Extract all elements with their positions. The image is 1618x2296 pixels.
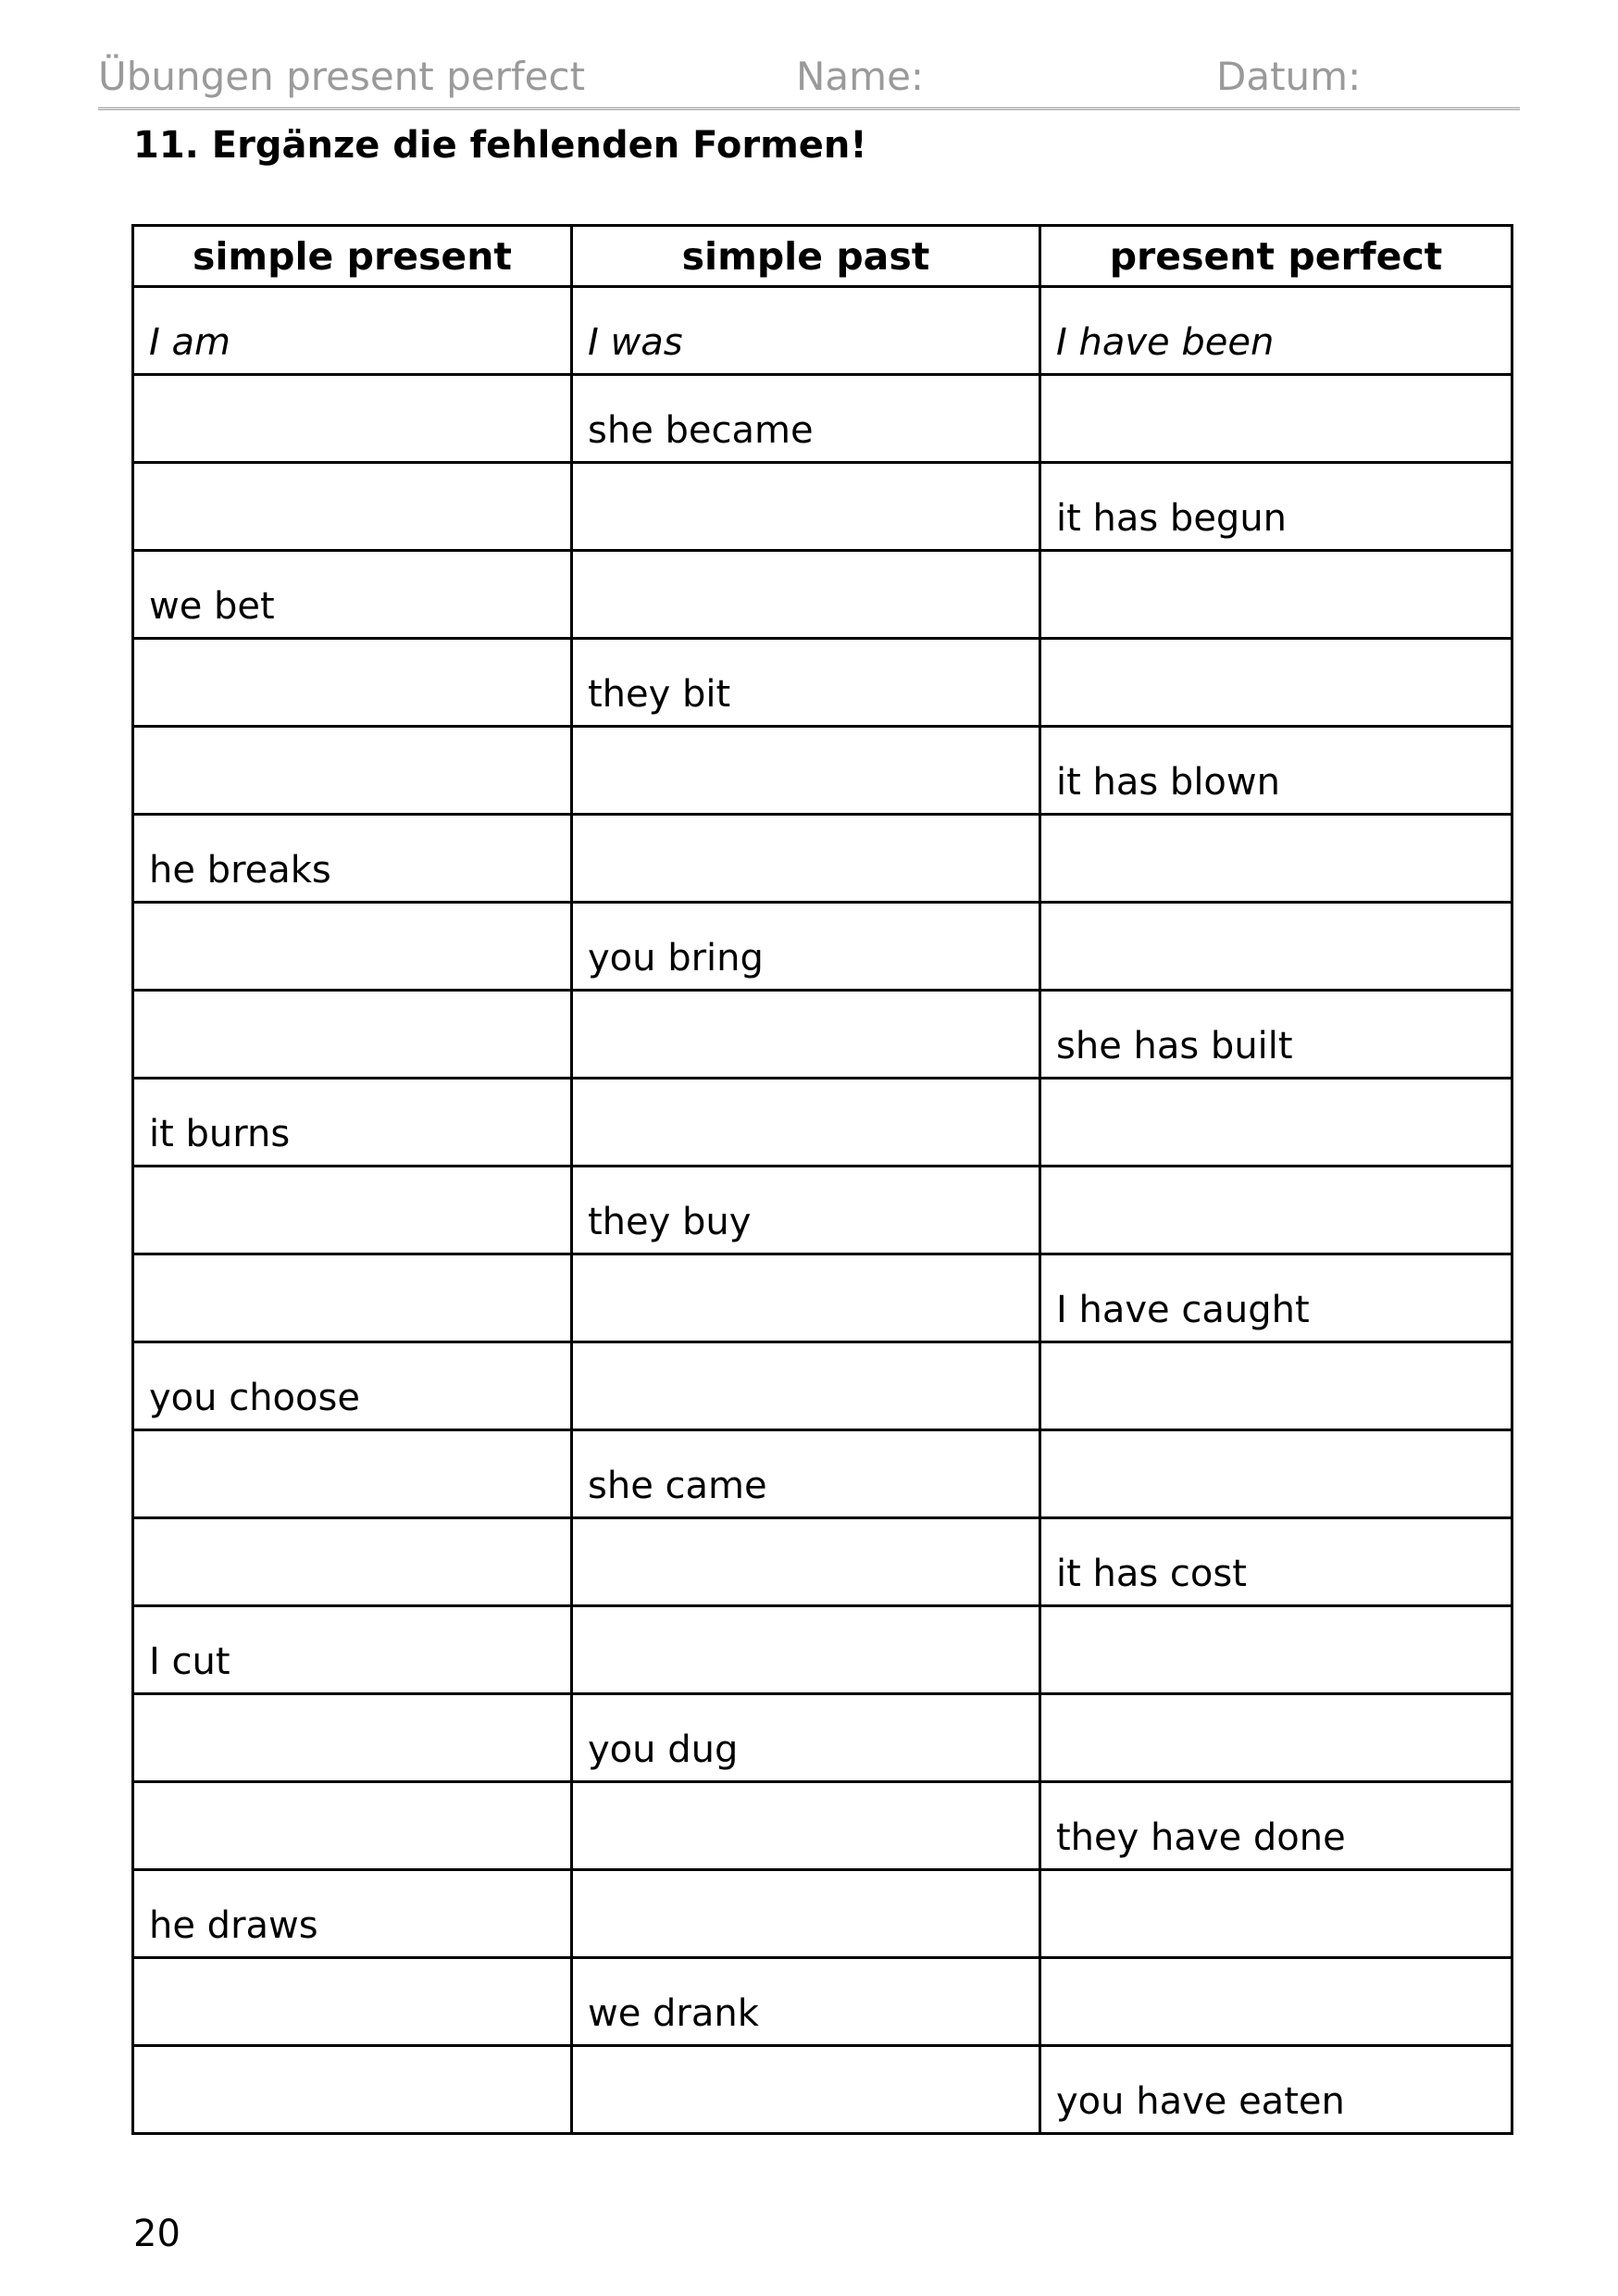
- table-row: [133, 1870, 1512, 1958]
- cell-present-perfect: [1040, 1430, 1512, 1518]
- cell-simple-past: [572, 727, 1040, 815]
- table-row: [133, 1167, 1512, 1254]
- cell-present-perfect: [1040, 1167, 1512, 1254]
- page-header: [98, 54, 1520, 110]
- table-row: [133, 727, 1512, 815]
- cell-present-perfect: [1040, 1958, 1512, 2046]
- table-row: [133, 1430, 1512, 1518]
- worksheet-title: Übungen present perfect: [98, 54, 586, 99]
- cell-simple-past: [572, 463, 1040, 551]
- table-row: [133, 1079, 1512, 1167]
- cell-simple-past: [572, 551, 1040, 639]
- cell-present-perfect: [1040, 903, 1512, 991]
- cell-simple-present: [133, 1694, 572, 1782]
- cell-present-perfect: [1040, 1694, 1512, 1782]
- exercise-title: 11. Ergänze die fehlenden Formen!: [133, 124, 867, 167]
- cell-present-perfect: it has cost: [1040, 1518, 1512, 1606]
- cell-present-perfect: [1040, 1870, 1512, 1958]
- cell-simple-present: [133, 1958, 572, 2046]
- cell-simple-present: [133, 375, 572, 463]
- table-row: [133, 1342, 1512, 1430]
- cell-present-perfect: [1040, 375, 1512, 463]
- cell-present-perfect: [1040, 639, 1512, 727]
- table-row: [133, 1782, 1512, 1870]
- table-header-row: [133, 226, 1512, 287]
- table-row: [133, 1694, 1512, 1782]
- cell-simple-past: [572, 991, 1040, 1079]
- cell-simple-present: he draws: [133, 1870, 572, 1958]
- cell-simple-present: [133, 903, 572, 991]
- cell-simple-present: I cut: [133, 1606, 572, 1694]
- cell-present-perfect: I have caught: [1040, 1254, 1512, 1342]
- cell-present-perfect: they have done: [1040, 1782, 1512, 1870]
- column-header-simple-present: simple present: [133, 226, 572, 287]
- cell-simple-present: we bet: [133, 551, 572, 639]
- cell-simple-present: [133, 1518, 572, 1606]
- cell-simple-past: [572, 1518, 1040, 1606]
- table-row: [133, 1518, 1512, 1606]
- page-number: 20: [133, 2213, 180, 2255]
- cell-simple-past: they bit: [572, 639, 1040, 727]
- table-row: [133, 903, 1512, 991]
- table-row: [133, 551, 1512, 639]
- cell-simple-present: [133, 639, 572, 727]
- cell-simple-past: they buy: [572, 1167, 1040, 1254]
- table-row: [133, 991, 1512, 1079]
- column-header-simple-past: simple past: [572, 226, 1040, 287]
- example-simple-present: I am: [133, 287, 572, 375]
- cell-simple-past: [572, 1782, 1040, 1870]
- cell-present-perfect: [1040, 1342, 1512, 1430]
- cell-simple-past: she came: [572, 1430, 1040, 1518]
- cell-simple-past: [572, 1079, 1040, 1167]
- cell-simple-past: [572, 1342, 1040, 1430]
- verb-forms-table: [131, 224, 1513, 2135]
- table-row: [133, 2046, 1512, 2134]
- cell-simple-present: [133, 1430, 572, 1518]
- cell-simple-present: it burns: [133, 1079, 572, 1167]
- cell-present-perfect: it has begun: [1040, 463, 1512, 551]
- cell-present-perfect: she has built: [1040, 991, 1512, 1079]
- cell-simple-past: [572, 2046, 1040, 2134]
- cell-simple-past: you bring: [572, 903, 1040, 991]
- cell-simple-past: she became: [572, 375, 1040, 463]
- cell-simple-past: you dug: [572, 1694, 1040, 1782]
- cell-simple-present: you choose: [133, 1342, 572, 1430]
- cell-simple-present: [133, 1167, 572, 1254]
- table-row: [133, 639, 1512, 727]
- table-row: [133, 1254, 1512, 1342]
- cell-simple-past: [572, 1254, 1040, 1342]
- date-label: Datum:: [1216, 54, 1362, 99]
- cell-simple-present: [133, 463, 572, 551]
- example-row: [133, 287, 1512, 375]
- cell-simple-past: [572, 1606, 1040, 1694]
- cell-present-perfect: [1040, 1606, 1512, 1694]
- cell-simple-present: [133, 1254, 572, 1342]
- cell-present-perfect: [1040, 815, 1512, 903]
- cell-simple-present: [133, 1782, 572, 1870]
- cell-simple-present: [133, 991, 572, 1079]
- name-label: Name:: [796, 54, 925, 99]
- example-simple-past: I was: [572, 287, 1040, 375]
- table-row: [133, 815, 1512, 903]
- cell-present-perfect: you have eaten: [1040, 2046, 1512, 2134]
- cell-simple-past: we drank: [572, 1958, 1040, 2046]
- cell-present-perfect: [1040, 1079, 1512, 1167]
- table-row: [133, 375, 1512, 463]
- cell-simple-present: [133, 2046, 572, 2134]
- cell-simple-present: [133, 727, 572, 815]
- cell-present-perfect: [1040, 551, 1512, 639]
- cell-simple-present: he breaks: [133, 815, 572, 903]
- table-row: [133, 1958, 1512, 2046]
- table-row: [133, 1606, 1512, 1694]
- cell-present-perfect: it has blown: [1040, 727, 1512, 815]
- column-header-present-perfect: present perfect: [1040, 226, 1512, 287]
- cell-simple-past: [572, 1870, 1040, 1958]
- cell-simple-past: [572, 815, 1040, 903]
- table-row: [133, 463, 1512, 551]
- example-present-perfect: I have been: [1040, 287, 1512, 375]
